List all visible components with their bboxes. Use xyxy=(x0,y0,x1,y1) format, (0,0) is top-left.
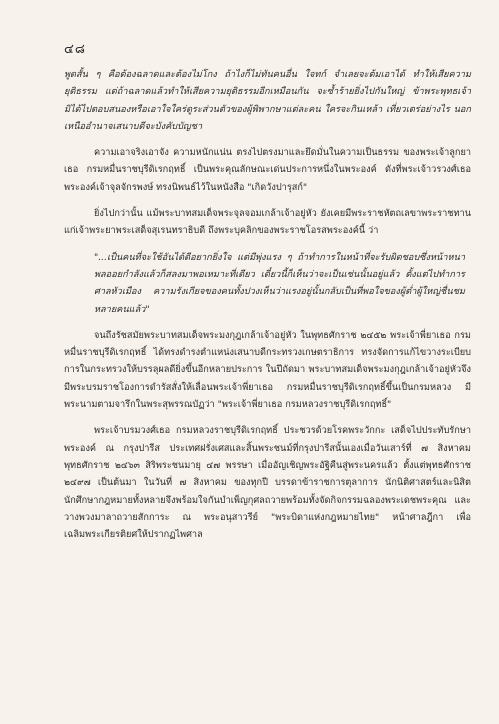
paragraph-2: ความเอาจริงเอาจัง ความหนักแน่น ตรงไปตรงมาและยึดมั่นในความเป็นธรรม ของพระเจ้าลูกยาเธอ กรมหมื่นราชบุรีดิเรกฤทธิ์ เป็นพระคุณลักษณะเด่นประการหนึ่งในพระองค์ ดังที่พระเจ้าวรวงศ์เธอพระองค์เจ้าจุลจักรพงษ์ ทรงนิพนธ์ไว้ในหนังสือ "เกิดวังปารุสก์" xyxy=(64,147,471,193)
quote-paragraph: "...เป็นคนที่จะใช้อันได้ดีอยากยิ่งใจ แต่มีพุ่งแรง ๆ ถ้าทำการในหน้าที่จะรับผิดชอบซึ่งหน้าหนา พลออยกำลังแล้วก็สลงมาพอเหมาะที่เดียว เดี๋ยวนี้ก็เห็นว่าจะเป็นเช่นนั้นอยู่แล้ว ตั้งแต่ไปทำการศาลหัวเมือง ความรังเกียจของคนทั้งปวงเห็นว่าแรงอยู่นั้นกลับเป็นที่พอใจของผู้ต่ำผู้ใหญ่ชื่นชมหลายคนแล้ว" xyxy=(94,251,465,315)
paragraph-5: จนถึงรัชสมัยพระบาทสมเด็จพระมงกุฎเกล้าเจ้าอยู่หัว ในพุทธศักราช ๒๔๕๒ พระเจ้าพี่ยาเธอ กรมหมื่นราชบุรีดิเรกฤทธิ์ ได้ทรงดำรงตำแหน่งเสนาบดีกระทรวงเกษตราธิการ ทรงจัดการแก้ไขวางระเบียบการในกระทรวงให้บรรลุผลดียิ่งขึ้นอีกหลายประการ ในปีถัดมา พระบาทสมเด็จพระมงกุฎเกล้าเจ้าอยู่หัวจึงมีพระบรมราชโองการดำรัสสั่งให้เลื่อนพระเจ้าพี่ยาเธอ กรมหมื่นราชบุรีดิเรกฤทธิ์ขึ้นเป็นกรมหลวง มีพระนามตามจารึกในพระสุพรรณบัฏว่า "พระเจ้าพี่ยาเธอ กรมหลวงราชบุรีดิเรกฤทธิ์" xyxy=(64,329,471,411)
paragraph-1: พูดสั้น ๆ คือต้องฉลาดและต้องไม่โกง ถ้าไงก็ไม่ทันคนอื่น ใจทก์ จำเลยจะต้มเอาได้ ทำให้เสียความยุติธรรม แต่ถ้าฉลาดแล้วทำให้เสียความยุติธรรมอีกเหมือนกัน จะซ้ำร้ายยิ่งไปกันใหญ่ ข้าพระพุทธเจ้ามิได้ไปตอบสนองหรือเอาใจใคร่ดูระส่วนตัวของผู้พิพากษาแต่ละคน ใครจะกินเหล้า เที่ยวเตร่อย่างไร นอกเหนืออำนาจเสนาบดีจะบังคับบัญชา xyxy=(64,69,471,132)
paragraph-3: ยิ่งไปกว่านั้น แม้พระบาทสมเด็จพระจุลจอมเกล้าเจ้าอยู่หัว ยังเคยมีพระราชหัตถเลขาพระราชทานแก่เจ้าพระยาพระเสด็จสุเรนทราธิบดี ถึงพระบุคลิกของพระราชโอรสพระองค์นี้ ว่า xyxy=(64,208,471,237)
paragraph-6: พระเจ้าบรมวงศ์เธอ กรมหลวงราชบุรีดิเรกฤทธิ์ ประชวรด้วยโรคพระวักกะ เสด็จไปประทับรักษาพระองค์ ณ กรุงปารีส ประเทศฝรั่งเศสและสิ้นพระชนม์ที่กรุงปารีสนั้นเองเมื่อวันเสาร์ที่ ๗ สิงหาคม พุทธศักราช ๒๔๖๓ สิริพระชนมายุ ๔๗ พรรษา เมื่ออัญเชิญพระอัฐิคืนสู่พระนครแล้ว ตั้งแต่พุทธศักราช ๒๔๙๗ เป็นต้นมา ในวันที่ ๗ สิงหาคม ของทุกปี บรรดาข้าราชการตุลาการ นักนิติศาสตร์และนิสิตนักศึกษากฎหมายทั้งหลายจึงพร้อมใจกันบำเพ็ญกุศลถวายพร้อมทั้งจัดกิจกรรมฉลองพระเดชพระคุณ และวางพวงมาลาถวายสักการะ ณ พระอนุสาวรีย์ "พระบิดาแห่งกฎหมายไทย" หน้าศาลฎีกา เพื่อเฉลิมพระเกียรติยศให้ปรากฏไพศาล xyxy=(64,425,471,541)
body-text xyxy=(64,66,471,543)
page-number: ๔๘ xyxy=(64,42,86,57)
